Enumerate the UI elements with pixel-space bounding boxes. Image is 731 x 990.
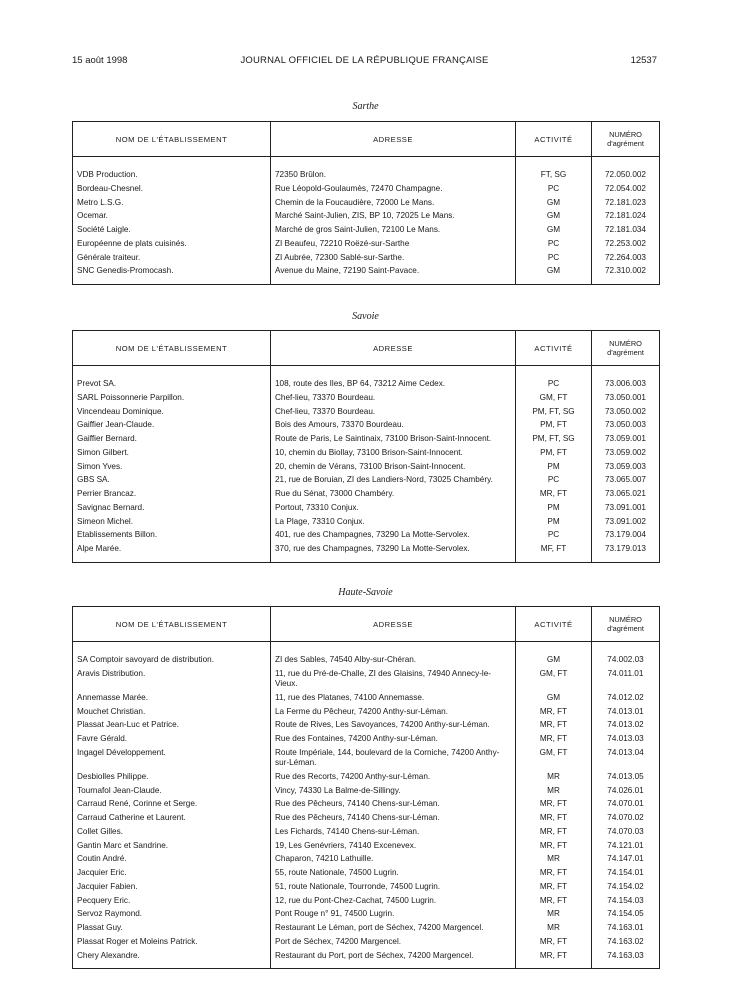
activity-cell: MR, FT [516, 732, 592, 746]
address-cell: Portout, 73310 Conjux. [271, 501, 516, 515]
spacer-cell [73, 366, 271, 378]
table-row [73, 237, 660, 251]
table-row [73, 473, 660, 487]
page-date: 15 août 1998 [72, 55, 128, 66]
address-cell: 20, chemin de Vérans, 73100 Brison-Saint-Innocent. [271, 460, 516, 474]
name-cell: Européenne de plats cuisinés. [77, 238, 187, 248]
name-cell: Vincendeau Dominique. [77, 406, 164, 416]
col-header-number [592, 607, 660, 642]
table-row [73, 446, 660, 460]
name-cell: SA Comptoir savoyard de distribution. [77, 655, 214, 664]
number-cell: 73.059.001 [592, 432, 660, 446]
col-header-name: NOM DE L'ÉTABLISSEMENT [73, 607, 271, 642]
address-cell: Bois des Amours, 73370 Bourdeau. [271, 418, 516, 432]
spacer-cell [516, 157, 592, 169]
address-cell: 12, rue du Pont-Chez-Cachat, 74500 Lugrin. [271, 894, 516, 908]
col-header-number-line1: NUMÉRO [609, 130, 642, 139]
activity-cell: PC [516, 377, 592, 391]
address-cell: Chef-lieu, 73370 Bourdeau. [271, 391, 516, 405]
activity-cell: MR, FT [516, 705, 592, 719]
address-cell: Chaparon, 74210 Lathuille. [271, 852, 516, 866]
address-cell: 11, rue du Pré-de-Challe, ZI des Glaisins, 74940 Annecy-le-Vieux. [271, 667, 516, 691]
number-cell: 72.054.002 [592, 182, 660, 196]
name-cell: Bordeau-Chesnel. [77, 183, 143, 193]
name-cell: Favre Gérald. [77, 734, 128, 743]
address-cell: Route Impériale, 144, boulevard de la Corniche, 74200 Anthy-sur-Léman. [271, 746, 516, 770]
table-row [73, 528, 660, 542]
col-header-activity: ACTIVITÉ [516, 607, 592, 642]
table-row [73, 653, 660, 667]
spacer-cell [516, 366, 592, 378]
col-header-address: ADRESSE [271, 331, 516, 366]
number-cell: 74.013.04 [592, 746, 660, 770]
name-cell: Gaiffier Bernard. [77, 434, 137, 443]
activity-cell: MR, FT [516, 839, 592, 853]
activity-cell: GM [516, 223, 592, 237]
name-cell: Savignac Bernard. [77, 502, 145, 512]
name-cell: Desbiolles Philippe. [77, 771, 149, 781]
number-cell: 74.070.01 [592, 797, 660, 811]
activity-cell: PC [516, 251, 592, 265]
section-title-savoie: Savoie [352, 311, 379, 322]
table-sarthe [72, 121, 660, 285]
spacer-cell [592, 366, 660, 378]
number-cell: 74.070.03 [592, 825, 660, 839]
name-cell: Alpe Marée. [77, 544, 122, 553]
activity-cell: GM [516, 691, 592, 705]
table-row [73, 168, 660, 182]
spacer-row [73, 642, 660, 654]
table-row [73, 515, 660, 529]
address-cell: Vincy, 74330 La Balme-de-Sillingy. [271, 784, 516, 798]
number-cell: 72.181.034 [592, 223, 660, 237]
address-cell: Rue des Pêcheurs, 74140 Chens-sur-Léman. [271, 811, 516, 825]
number-cell: 74.154.01 [592, 866, 660, 880]
address-cell: 55, route Nationale, 74500 Lugrin. [271, 866, 516, 880]
address-cell: Rue Léopold-Goulaumès, 72470 Champagne. [271, 182, 516, 196]
activity-cell: MR [516, 921, 592, 935]
name-cell: Ocemar. [77, 211, 108, 221]
activity-cell: PM, FT [516, 418, 592, 432]
number-cell: 72.264.003 [592, 251, 660, 265]
name-cell: Etablissements Billon. [77, 530, 158, 540]
name-cell: Servoz Raymond. [77, 909, 143, 919]
number-cell: 74.154.02 [592, 880, 660, 894]
name-cell: Jacquier Eric. [77, 868, 127, 877]
number-cell: 73.179.013 [592, 542, 660, 562]
name-cell: Prevot SA. [77, 379, 117, 388]
activity-cell: GM [516, 209, 592, 223]
activity-cell: GM [516, 653, 592, 667]
col-header-number-line1: NUMÉRO [609, 615, 642, 624]
address-cell: Pont Rouge n° 91, 74500 Lugrin. [271, 907, 516, 921]
name-cell: Perrier Brancaz. [77, 489, 137, 498]
activity-cell: GM [516, 196, 592, 210]
address-cell: La Plage, 73310 Conjux. [271, 515, 516, 529]
name-cell: SARL Poissonnerie Parpillon. [77, 392, 185, 402]
address-cell: 10, chemin du Biollay, 73100 Brison-Saint-Innocent. [271, 446, 516, 460]
number-cell: 73.050.003 [592, 418, 660, 432]
page-number: 12537 [630, 55, 657, 66]
activity-cell: GM, FT [516, 391, 592, 405]
table-row [73, 770, 660, 784]
activity-cell: GM [516, 264, 592, 284]
address-cell: Rue des Recorts, 74200 Anthy-sur-Léman. [271, 770, 516, 784]
table-row [73, 432, 660, 446]
address-cell: Les Fichards, 74140 Chens-sur-Léman. [271, 825, 516, 839]
table-row [73, 811, 660, 825]
activity-cell: MR, FT [516, 866, 592, 880]
col-header-address: ADRESSE [271, 122, 516, 157]
col-header-name: NOM DE L'ÉTABLISSEMENT [73, 331, 271, 366]
table-row [73, 418, 660, 432]
activity-cell: PC [516, 237, 592, 251]
address-cell: La Ferme du Pêcheur, 74200 Anthy-sur-Léman. [271, 705, 516, 719]
number-cell: 74.154.03 [592, 894, 660, 908]
activity-cell: PM [516, 501, 592, 515]
table-row [73, 852, 660, 866]
address-cell: Restaurant du Port, port de Séchex, 74200 Margencel. [271, 949, 516, 969]
number-cell: 74.070.02 [592, 811, 660, 825]
address-cell: Rue des Fontaines, 74200 Anthy-sur-Léman. [271, 732, 516, 746]
table-row [73, 196, 660, 210]
name-cell: Coutin André. [77, 854, 127, 864]
activity-cell: GM, FT [516, 667, 592, 691]
table-row [73, 691, 660, 705]
table-row [73, 223, 660, 237]
name-cell: Carraud René, Corinne et Serge. [77, 799, 198, 809]
number-cell: 74.163.03 [592, 949, 660, 969]
number-cell: 74.013.03 [592, 732, 660, 746]
number-cell: 73.059.002 [592, 446, 660, 460]
name-cell: Jacquier Fabien. [77, 881, 138, 891]
activity-cell: PC [516, 182, 592, 196]
activity-cell: MR, FT [516, 935, 592, 949]
table-row [73, 949, 660, 969]
name-cell: Mouchet Christian. [77, 706, 146, 716]
spacer-cell [271, 157, 516, 169]
number-cell: 74.012.02 [592, 691, 660, 705]
spacer-row [73, 366, 660, 378]
number-cell: 74.011.01 [592, 667, 660, 691]
activity-cell: MR, FT [516, 718, 592, 732]
number-cell: 73.091.002 [592, 515, 660, 529]
activity-cell: PM, FT [516, 446, 592, 460]
table-haute-savoie [72, 606, 660, 969]
name-cell: Tournafol Jean-Claude. [77, 785, 162, 795]
table-row [73, 839, 660, 853]
table-row [73, 705, 660, 719]
address-cell: 21, rue de Boruian, ZI des Landiers-Nord, 73025 Chambéry. [271, 473, 516, 487]
spacer-cell [73, 642, 271, 654]
name-cell: Gantin Marc et Sandrine. [77, 840, 169, 850]
activity-cell: MR [516, 907, 592, 921]
address-cell: Rue du Sénat, 73000 Chambéry. [271, 487, 516, 501]
col-header-number-line2: d'agrément [607, 624, 644, 633]
table-row [73, 797, 660, 811]
address-cell: 51, route Nationale, Tourronde, 74500 Lugrin. [271, 880, 516, 894]
table-row [73, 921, 660, 935]
activity-cell: MR, FT [516, 880, 592, 894]
name-cell: Metro L.S.G. [77, 197, 124, 207]
activity-cell: MR, FT [516, 894, 592, 908]
spacer-cell [592, 642, 660, 654]
address-cell: 401, rue des Champagnes, 73290 La Motte-Servolex. [271, 528, 516, 542]
number-cell: 74.154.05 [592, 907, 660, 921]
table-row [73, 746, 660, 770]
number-cell: 73.091.001 [592, 501, 660, 515]
address-cell: Restaurant Le Léman, port de Séchex, 74200 Margencel. [271, 921, 516, 935]
name-cell: SNC Genedis-Promocash. [77, 266, 174, 276]
table-row [73, 542, 660, 562]
number-cell: 74.002.03 [592, 653, 660, 667]
activity-cell: GM, FT [516, 746, 592, 770]
number-cell: 74.121.01 [592, 839, 660, 853]
number-cell: 74.013.02 [592, 718, 660, 732]
table-row [73, 264, 660, 284]
page-header [72, 55, 657, 69]
section-title-sarthe: Sarthe [352, 101, 379, 112]
name-cell: Carraud Catherine et Laurent. [77, 813, 186, 822]
table-row [73, 894, 660, 908]
number-cell: 72.181.024 [592, 209, 660, 223]
name-cell: Aravis Distribution. [77, 668, 146, 678]
activity-cell: MR, FT [516, 825, 592, 839]
number-cell: 73.059.003 [592, 460, 660, 474]
col-header-activity: ACTIVITÉ [516, 331, 592, 366]
table-row [73, 718, 660, 732]
address-cell: Rue des Pêcheurs, 74140 Chens-sur-Léman. [271, 797, 516, 811]
name-cell: Société Laigle. [77, 225, 131, 234]
name-cell: Simon Yves. [77, 461, 123, 471]
col-header-name: NOM DE L'ÉTABLISSEMENT [73, 122, 271, 157]
table-row [73, 251, 660, 265]
name-cell: Plassat Jean-Luc et Patrice. [77, 720, 179, 730]
table-row [73, 501, 660, 515]
table-row [73, 405, 660, 419]
table-row [73, 784, 660, 798]
col-header-number-line2: d'agrément [607, 139, 644, 148]
name-cell: Pecquery Eric. [77, 895, 131, 905]
number-cell: 74.013.01 [592, 705, 660, 719]
activity-cell: MR, FT [516, 949, 592, 969]
number-cell: 73.065.007 [592, 473, 660, 487]
activity-cell: MR [516, 770, 592, 784]
spacer-cell [592, 157, 660, 169]
number-cell: 72.050.002 [592, 168, 660, 182]
journal-title: JOURNAL OFFICIEL DE LA RÉPUBLIQUE FRANÇAISE [240, 55, 489, 66]
address-cell: Avenue du Maine, 72190 Saint-Pavace. [271, 264, 516, 284]
number-cell: 73.050.001 [592, 391, 660, 405]
col-header-number-line1: NUMÉRO [609, 339, 642, 348]
name-cell: Gaiffier Jean-Claude. [77, 420, 155, 430]
name-cell: GBS SA. [77, 475, 110, 485]
name-cell: Chery Alexandre. [77, 950, 140, 960]
activity-cell: MR [516, 852, 592, 866]
spacer-cell [73, 157, 271, 169]
table-row [73, 209, 660, 223]
activity-cell: PC [516, 473, 592, 487]
address-cell: Chef-lieu, 73370 Bourdeau. [271, 405, 516, 419]
name-cell: Collet Gilles. [77, 826, 123, 836]
address-cell: Marché Saint-Julien, ZIS, BP 10, 72025 Le Mans. [271, 209, 516, 223]
col-header-address: ADRESSE [271, 607, 516, 642]
col-header-number [592, 331, 660, 366]
number-cell: 74.163.01 [592, 921, 660, 935]
address-cell: Marché de gros Saint-Julien, 72100 Le Mans. [271, 223, 516, 237]
name-cell: Ingagel Développement. [77, 747, 166, 757]
number-cell: 73.179.004 [592, 528, 660, 542]
address-cell: 108, route des Iles, BP 64, 73212 Aime Cedex. [271, 377, 516, 391]
name-cell: Plassat Roger et Moleins Patrick. [77, 936, 198, 946]
activity-cell: MR, FT [516, 797, 592, 811]
activity-cell: MR, FT [516, 811, 592, 825]
table-row [73, 391, 660, 405]
name-cell: Plassat Guy. [77, 923, 123, 932]
table-row [73, 907, 660, 921]
section-title-haute-savoie: Haute-Savoie [338, 587, 393, 598]
table-row [73, 182, 660, 196]
activity-cell: MF, FT [516, 542, 592, 562]
address-cell: ZI Beaufeu, 72210 Roëzé-sur-Sarthe [271, 237, 516, 251]
address-cell: Chemin de la Foucaudière, 72000 Le Mans. [271, 196, 516, 210]
name-cell: VDB Production. [77, 170, 138, 179]
address-cell: ZI des Sables, 74540 Alby-sur-Chéran. [271, 653, 516, 667]
spacer-cell [516, 642, 592, 654]
table-row [73, 377, 660, 391]
address-cell: Route de Paris, Le Saintinaix, 73100 Brison-Saint-Innocent. [271, 432, 516, 446]
number-cell: 74.163.02 [592, 935, 660, 949]
table-row [73, 825, 660, 839]
activity-cell: MR, FT [516, 487, 592, 501]
activity-cell: PC [516, 528, 592, 542]
activity-cell: PM [516, 460, 592, 474]
spacer-cell [271, 642, 516, 654]
activity-cell: PM [516, 515, 592, 529]
table-row [73, 667, 660, 691]
number-cell: 73.050.002 [592, 405, 660, 419]
number-cell: 73.065.021 [592, 487, 660, 501]
table-row [73, 880, 660, 894]
spacer-row [73, 157, 660, 169]
address-cell: ZI Aubrée, 72300 Sablé-sur-Sarthe. [271, 251, 516, 265]
address-cell: 19, Les Genévriers, 74140 Excenevex. [271, 839, 516, 853]
name-cell: Simeon Michel. [77, 516, 133, 526]
number-cell: 72.181.023 [592, 196, 660, 210]
number-cell: 74.026.01 [592, 784, 660, 798]
activity-cell: MR [516, 784, 592, 798]
spacer-cell [271, 366, 516, 378]
number-cell: 72.310.002 [592, 264, 660, 284]
number-cell: 74.147.01 [592, 852, 660, 866]
name-cell: Annemasse Marée. [77, 692, 148, 702]
address-cell: Port de Séchex, 74200 Margencel. [271, 935, 516, 949]
col-header-activity: ACTIVITÉ [516, 122, 592, 157]
table-row [73, 460, 660, 474]
table-row [73, 732, 660, 746]
address-cell: 370, rue des Champagnes, 73290 La Motte-Servolex. [271, 542, 516, 562]
col-header-number [592, 122, 660, 157]
activity-cell: PM, FT, SG [516, 405, 592, 419]
address-cell: Route de Rives, Les Savoyances, 74200 Anthy-sur-Léman. [271, 718, 516, 732]
name-cell: Simon Gilbert. [77, 447, 129, 457]
table-row [73, 935, 660, 949]
activity-cell: FT, SG [516, 168, 592, 182]
name-cell: Générale traiteur. [77, 252, 141, 262]
table-row [73, 487, 660, 501]
number-cell: 73.006.003 [592, 377, 660, 391]
address-cell: 72350 Brûlon. [271, 168, 516, 182]
activity-cell: PM, FT, SG [516, 432, 592, 446]
address-cell: 11, rue des Platanes, 74100 Annemasse. [271, 691, 516, 705]
col-header-number-line2: d'agrément [607, 348, 644, 357]
table-row [73, 866, 660, 880]
number-cell: 72.253.002 [592, 237, 660, 251]
number-cell: 74.013.05 [592, 770, 660, 784]
table-savoie [72, 330, 660, 563]
